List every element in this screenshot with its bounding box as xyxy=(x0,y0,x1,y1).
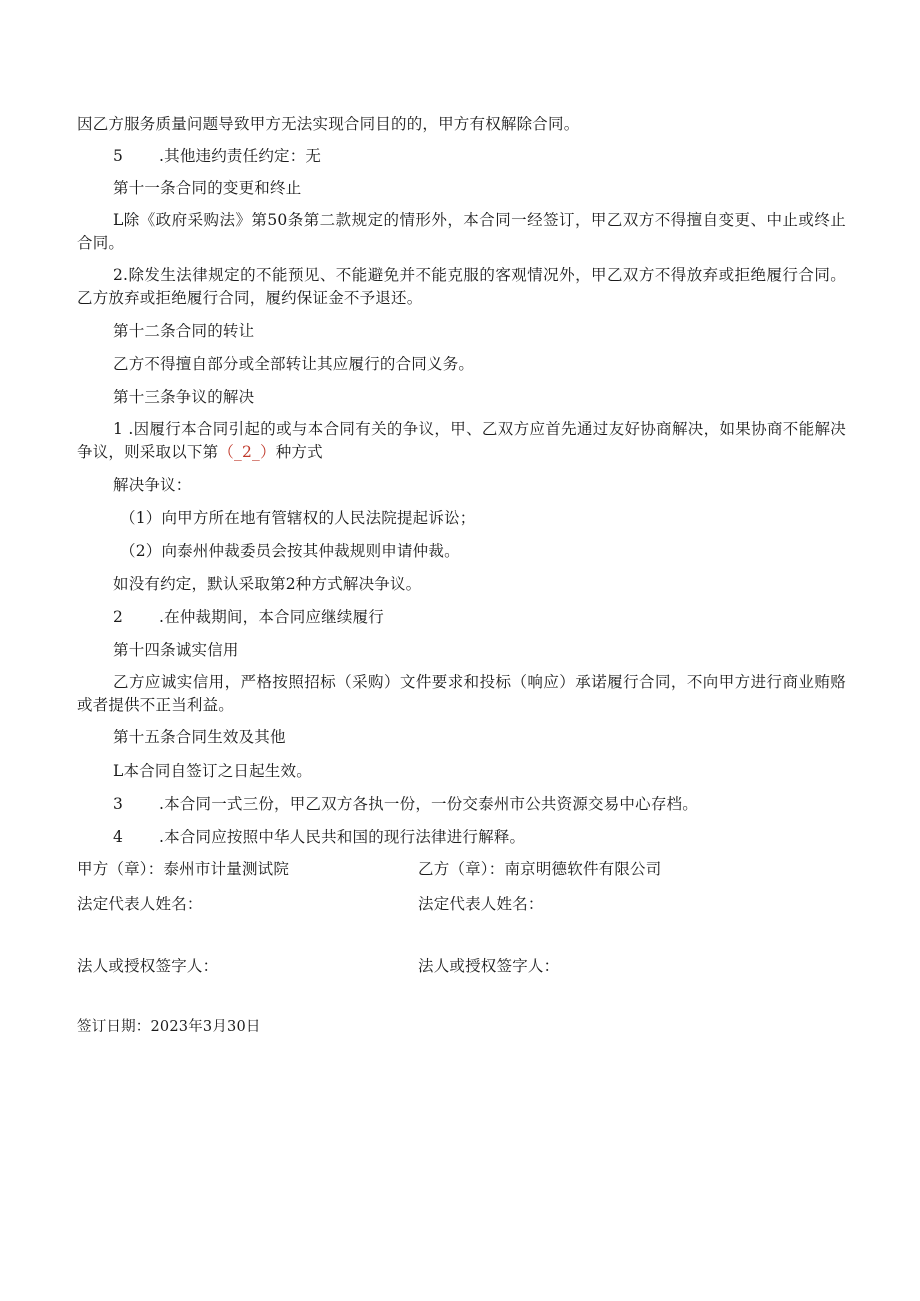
clause-number: 4 xyxy=(113,828,124,846)
article-13-text-b: 种方式 xyxy=(275,443,323,461)
article-13-text-a: 1 .因履行本合同引起的或与本合同有关的争议，甲、乙双方应首先通过友好协商解决，如果协商不能解决争议，则采取以下第 xyxy=(77,420,846,461)
party-a-seal: 甲方（章）：泰州市计量测试院 xyxy=(77,860,290,878)
clause-text: .在仲裁期间，本合同应继续履行 xyxy=(159,608,384,626)
dispute-option-1: （1）向甲方所在地有管辖权的人民法院提起诉讼； xyxy=(120,509,476,527)
article-12-title: 第十二条合同的转让 xyxy=(113,322,255,340)
dispute-option-2: （2）向泰州仲裁委员会按其仲裁规则申请仲裁。 xyxy=(120,542,460,560)
signing-date: 签订日期：2023年3月30日 xyxy=(77,1019,261,1035)
article-11-paragraph-2: 2.除发生法律规定的不能预见、不能避免并不能克服的客观情况外，甲乙双方不得放弃或拒绝履行合同。乙方放弃或拒绝履行合同，履约保证金不予退还。 xyxy=(77,266,846,307)
article-15-paragraph-1: L本合同自签订之日起生效。 xyxy=(113,762,312,780)
party-b-signer: 法人或授权签字人： xyxy=(418,957,560,975)
clause-4-law xyxy=(113,826,525,848)
clause-text: .本合同应按照中华人民共和国的现行法律进行解释。 xyxy=(159,828,526,846)
clause-5-other-liability xyxy=(113,145,321,167)
clause-text: .其他违约责任约定：无 xyxy=(159,147,322,165)
article-13-paragraph-2: 解决争议： xyxy=(113,476,192,494)
party-b-seal: 乙方（章）：南京明德软件有限公司 xyxy=(418,860,662,878)
clause-number: 3 xyxy=(113,795,124,813)
party-a-representative: 法定代表人姓名： xyxy=(77,895,203,913)
article-12-paragraph: 乙方不得擅自部分或全部转让其应履行的合同义务。 xyxy=(113,355,475,373)
article-11-paragraph-1: L除《政府采购法》第50条第二款规定的情形外，本合同一经签订，甲乙双方不得擅自变更、中止或终止合同。 xyxy=(77,211,846,252)
article-13-paragraph-1 xyxy=(77,418,846,464)
clause-text: .本合同一式三份，甲乙双方各执一份，一份交泰州市公共资源交易中心存档。 xyxy=(159,795,698,813)
dispute-method-choice: （_2_） xyxy=(218,443,276,461)
article-14-paragraph: 乙方应诚实信用，严格按照招标（采购）文件要求和投标（响应）承诺履行合同，不向甲方进行商业贿赂或者提供不正当利益。 xyxy=(77,673,846,714)
clause-2-arbitration xyxy=(113,606,384,628)
article-15-title: 第十五条合同生效及其他 xyxy=(113,728,286,746)
article-11-title: 第十一条合同的变更和终止 xyxy=(113,179,302,197)
party-a-signer: 法人或授权签字人： xyxy=(77,957,219,975)
party-b-representative: 法定代表人姓名： xyxy=(418,895,544,913)
clause-number: 2 xyxy=(113,608,124,626)
article-13-title: 第十三条争议的解决 xyxy=(113,388,255,406)
clause-3-copies xyxy=(113,793,698,815)
article-14-title: 第十四条诚实信用 xyxy=(113,641,239,659)
clause-number: 5 xyxy=(113,147,124,165)
paragraph-termination-right: 因乙方服务质量问题导致甲方无法实现合同目的的，甲方有权解除合同。 xyxy=(77,115,580,133)
dispute-default: 如没有约定，默认采取第2种方式解决争议。 xyxy=(113,575,422,593)
